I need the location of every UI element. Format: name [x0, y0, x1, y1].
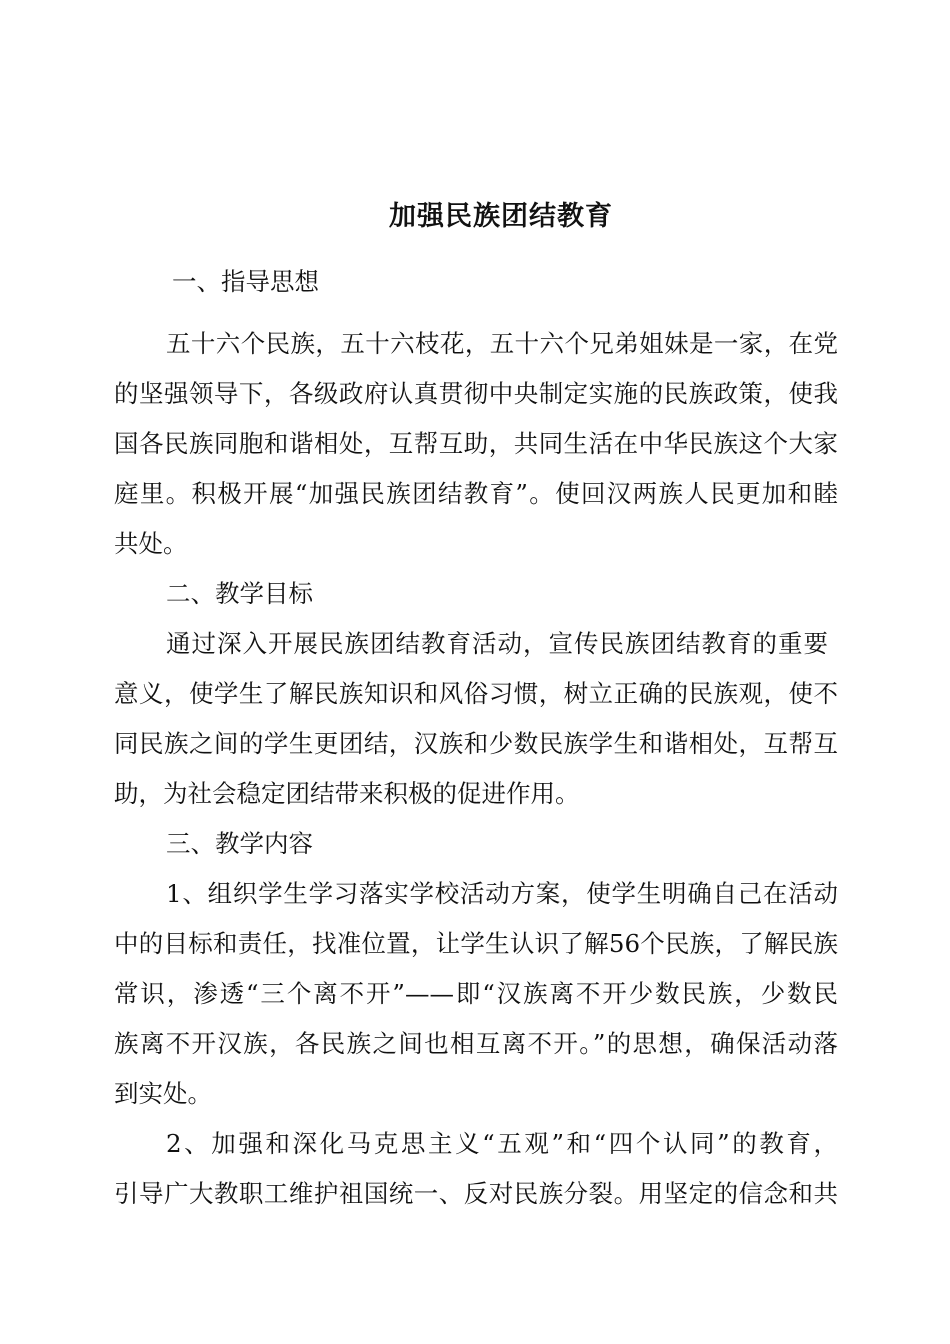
list-item-line: 到实处。: [114, 1079, 212, 1108]
section-heading-guiding-ideology: 一、指导思想: [172, 267, 319, 296]
paragraph-line: 共处。: [114, 529, 188, 558]
paragraph-line: 庭里。积极开展“加强民族团结教育”。使回汉两族人民更加和睦: [114, 479, 838, 508]
paragraph-line: 同民族之间的学生更团结，汉族和少数民族学生和谐相处，互帮互: [114, 729, 838, 758]
paragraph-line: 通过深入开展民族团结教育活动，宣传民族团结教育的重要: [166, 629, 828, 658]
paragraph-line: 的坚强领导下，各级政府认真贯彻中央制定实施的民族政策，使我: [114, 379, 838, 408]
paragraph-line: 国各民族同胞和谐相处，互帮互助，共同生活在中华民族这个大家: [114, 429, 838, 458]
list-item-line: 引导广大教职工维护祖国统一、反对民族分裂。用坚定的信念和共: [114, 1179, 838, 1208]
paragraph-line: 助，为社会稳定团结带来积极的促进作用。: [114, 779, 580, 808]
list-item-line: 2、加强和深化马克思主义“五观”和“四个认同”的教育，: [166, 1129, 838, 1158]
section-heading-teaching-content: 三、教学内容: [166, 829, 313, 858]
paragraph-line: 五十六个民族，五十六枝花，五十六个兄弟姐妹是一家，在党: [166, 329, 838, 358]
document-title: 加强民族团结教育: [389, 201, 613, 232]
list-item-line: 1、组织学生学习落实学校活动方案，使学生明确自己在活动: [166, 879, 838, 908]
section-heading-teaching-goals: 二、教学目标: [166, 579, 313, 608]
paragraph-line: 意义，使学生了解民族知识和风俗习惯，树立正确的民族观，使不: [114, 679, 838, 708]
list-item-line: 中的目标和责任，找准位置，让学生认识了解56个民族，了解民族: [114, 929, 838, 958]
list-item-line: 族离不开汉族，各民族之间也相互离不开。”的思想，确保活动落: [114, 1029, 838, 1058]
list-item-line: 常识，渗透“三个离不开”——即“汉族离不开少数民族，少数民: [114, 979, 838, 1008]
